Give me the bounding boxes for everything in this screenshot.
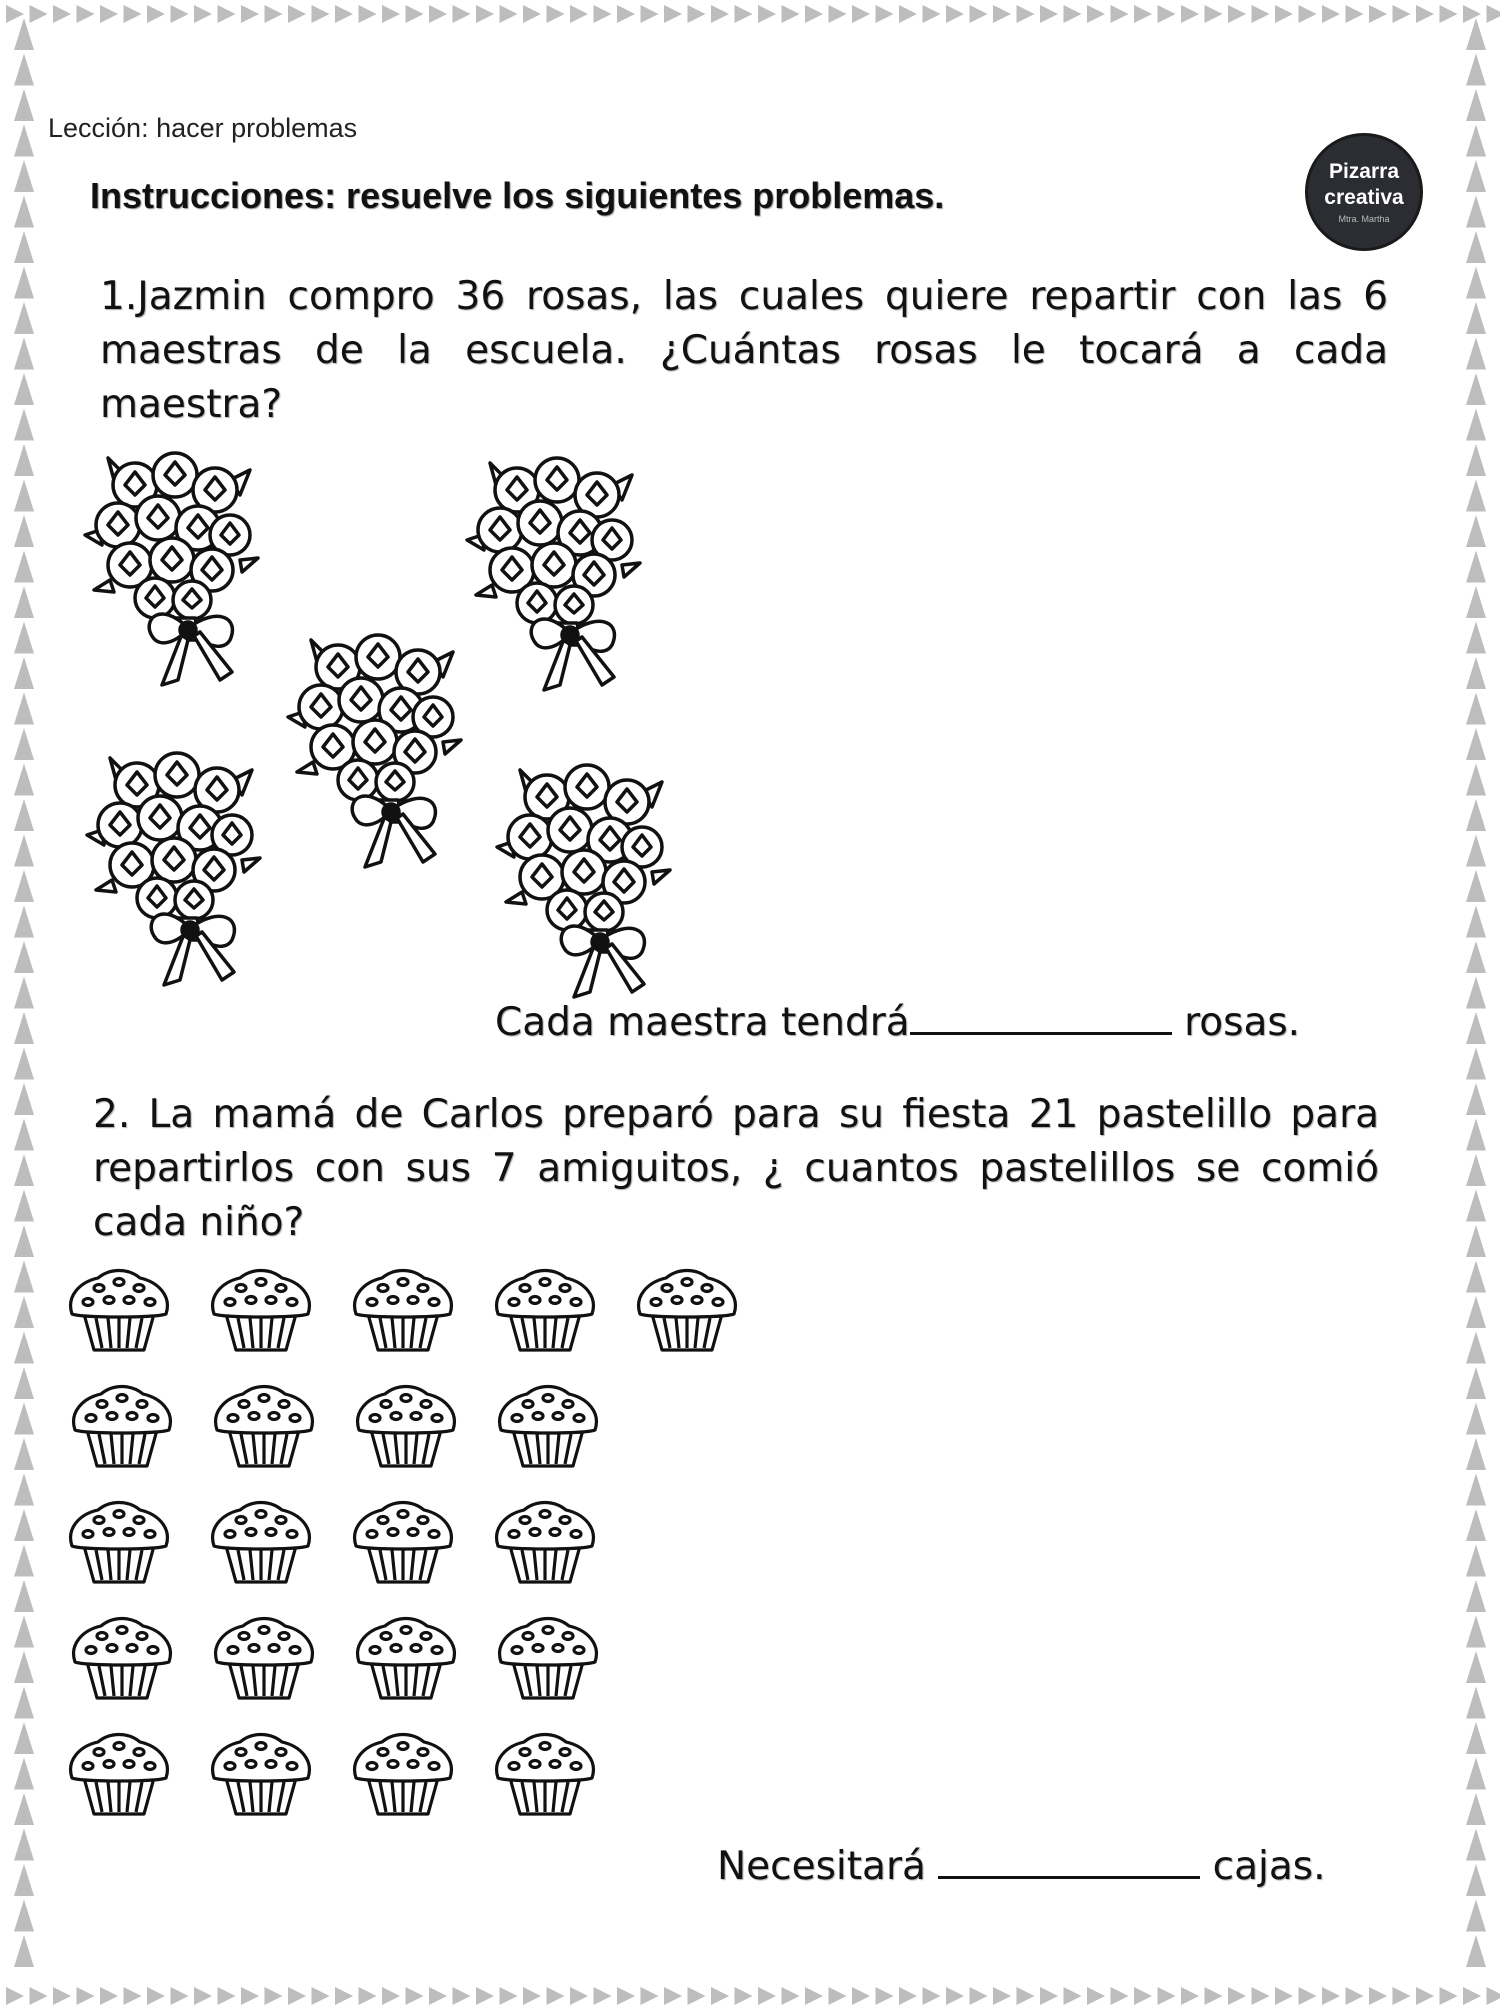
border-triangle	[1466, 267, 1486, 299]
border-triangle	[1466, 799, 1486, 831]
border-triangle	[147, 5, 165, 23]
border-triangle	[77, 1987, 95, 2005]
border-triangle	[1466, 1367, 1486, 1399]
border-triangle	[1466, 1651, 1486, 1683]
border-triangle	[1466, 1509, 1486, 1541]
border-triangle	[1466, 1438, 1486, 1470]
answer-1-blank[interactable]	[910, 996, 1172, 1035]
muffin-illustration	[350, 1268, 456, 1352]
border-triangle	[1275, 5, 1293, 23]
border-triangle	[876, 5, 894, 23]
border-triangle	[782, 1987, 800, 2005]
border-triangle	[335, 1987, 353, 2005]
rose-bouquet-illustration	[462, 445, 662, 695]
border-triangle	[1466, 480, 1486, 512]
border-triangle	[1158, 1987, 1176, 2005]
border-triangle	[14, 480, 34, 512]
border-triangle	[359, 5, 377, 23]
border-triangle	[1322, 1987, 1340, 2005]
border-triangle	[14, 941, 34, 973]
answer-1-prefix: Cada maestra tendrá	[495, 1000, 910, 1045]
border-triangle	[14, 1864, 34, 1896]
border-triangle	[1466, 586, 1486, 618]
border-triangle	[594, 5, 612, 23]
border-triangle	[14, 1403, 34, 1435]
border-triangle	[993, 5, 1011, 23]
border-triangle	[1466, 444, 1486, 476]
border-triangle	[1466, 1687, 1486, 1719]
border-triangle	[1299, 5, 1317, 23]
answer-2-prefix: Necesitará	[717, 1844, 939, 1889]
border-triangle	[14, 1154, 34, 1186]
border-triangle	[14, 267, 34, 299]
border-triangle	[1440, 1987, 1458, 2005]
border-triangle	[265, 1987, 283, 2005]
border-triangle	[547, 1987, 565, 2005]
border-triangle	[970, 5, 988, 23]
border-triangle	[1466, 89, 1486, 121]
border-triangle	[14, 1829, 34, 1861]
border-triangle	[1275, 1987, 1293, 2005]
border-triangle	[1017, 1987, 1035, 2005]
border-triangle	[923, 5, 941, 23]
border-triangle	[923, 1987, 941, 2005]
border-triangle	[1466, 1793, 1486, 1825]
border-triangle	[1040, 1987, 1058, 2005]
border-triangle	[6, 1987, 24, 2005]
border-triangle	[14, 1438, 34, 1470]
border-triangle	[1466, 1225, 1486, 1257]
border-triangle	[805, 5, 823, 23]
border-triangle	[1463, 1987, 1481, 2005]
border-triangle	[14, 1119, 34, 1151]
border-triangle	[1466, 728, 1486, 760]
border-triangle	[1252, 5, 1270, 23]
border-triangle	[946, 1987, 964, 2005]
border-triangle	[14, 728, 34, 760]
border-triangle	[1228, 5, 1246, 23]
border-triangle	[1466, 657, 1486, 689]
border-triangle	[1181, 1987, 1199, 2005]
border-triangle	[1466, 764, 1486, 796]
border-triangle	[406, 1987, 424, 2005]
border-triangle	[14, 1048, 34, 1080]
border-triangle	[14, 54, 34, 86]
border-triangle	[1487, 5, 1500, 23]
border-triangle	[382, 5, 400, 23]
border-triangle	[194, 5, 212, 23]
muffin-illustration	[66, 1500, 172, 1584]
border-triangle	[14, 1758, 34, 1790]
border-triangle	[335, 5, 353, 23]
border-triangle	[14, 1687, 34, 1719]
border-triangle	[429, 1987, 447, 2005]
border-triangle	[1466, 1935, 1486, 1967]
rose-bouquet-illustration	[82, 740, 282, 990]
border-triangle	[899, 1987, 917, 2005]
border-triangle	[523, 5, 541, 23]
border-triangle	[523, 1987, 541, 2005]
border-triangle	[617, 1987, 635, 2005]
border-triangle	[500, 5, 518, 23]
border-triangle	[1466, 1474, 1486, 1506]
lesson-title: Lección: hacer problemas	[48, 113, 358, 143]
border-triangle	[1228, 1987, 1246, 2005]
border-triangle	[30, 1987, 48, 2005]
border-triangle	[14, 799, 34, 831]
border-triangle	[1393, 1987, 1411, 2005]
border-triangle	[14, 1225, 34, 1257]
border-triangle	[1466, 515, 1486, 547]
border-triangle	[14, 1722, 34, 1754]
border-triangle	[14, 1793, 34, 1825]
answer-2-suffix: cajas.	[1200, 1844, 1326, 1889]
border-triangle	[1466, 125, 1486, 157]
border-triangle	[1087, 1987, 1105, 2005]
border-triangle	[14, 338, 34, 370]
muffin-illustration	[350, 1500, 456, 1584]
border-triangle	[1466, 870, 1486, 902]
border-triangle	[594, 1987, 612, 2005]
border-triangle	[1466, 1154, 1486, 1186]
border-triangle	[100, 1987, 118, 2005]
border-triangle	[1466, 1545, 1486, 1577]
border-triangle	[288, 1987, 306, 2005]
border-triangle	[476, 5, 494, 23]
border-triangle	[453, 1987, 471, 2005]
border-triangle	[14, 657, 34, 689]
border-triangle	[14, 515, 34, 547]
border-triangle	[1466, 1119, 1486, 1151]
border-triangle	[406, 5, 424, 23]
border-triangle	[1205, 5, 1223, 23]
border-triangle	[1466, 409, 1486, 441]
border-triangle	[617, 5, 635, 23]
border-triangle	[758, 1987, 776, 2005]
border-triangle	[14, 89, 34, 121]
border-triangle	[1466, 1332, 1486, 1364]
border-triangle	[664, 1987, 682, 2005]
border-triangle	[1466, 160, 1486, 192]
border-triangle	[218, 5, 236, 23]
pizarra-creativa-logo	[1305, 133, 1423, 251]
border-triangle	[1111, 1987, 1129, 2005]
border-triangle	[735, 5, 753, 23]
border-triangle	[1466, 622, 1486, 654]
border-triangle	[711, 1987, 729, 2005]
border-triangle	[1416, 5, 1434, 23]
muffin-illustration	[492, 1268, 598, 1352]
border-triangle	[14, 1651, 34, 1683]
border-triangle	[1346, 1987, 1364, 2005]
border-triangle	[1466, 196, 1486, 228]
border-triangle	[53, 5, 71, 23]
border-triangle	[100, 5, 118, 23]
muffin-illustration	[208, 1500, 314, 1584]
border-triangle	[547, 5, 565, 23]
border-triangle	[14, 160, 34, 192]
muffin-illustration	[492, 1500, 598, 1584]
muffin-illustration	[66, 1268, 172, 1352]
logo-signature: Mtra. Martha	[1338, 214, 1390, 224]
border-triangle	[1466, 1616, 1486, 1648]
border-triangle	[30, 5, 48, 23]
border-triangle	[171, 1987, 189, 2005]
border-triangle	[14, 1935, 34, 1967]
logo-line-2: creativa	[1324, 186, 1404, 209]
border-triangle	[1466, 1580, 1486, 1612]
border-triangle	[829, 1987, 847, 2005]
border-triangle	[1299, 1987, 1317, 2005]
border-triangle	[829, 5, 847, 23]
border-triangle	[1322, 5, 1340, 23]
border-triangle	[1466, 941, 1486, 973]
border-triangle	[1416, 1987, 1434, 2005]
border-triangle	[6, 5, 24, 23]
problem-1-text: 1.Jazmin compro 36 rosas, las cuales quiere repartir con las 6 maestras de la escuela. ¿Cuántas rosas le tocará a cada maestra?	[100, 274, 1388, 427]
border-triangle	[1466, 693, 1486, 725]
border-triangle	[218, 1987, 236, 2005]
border-triangle	[1134, 1987, 1152, 2005]
border-triangle	[14, 870, 34, 902]
muffin-illustration	[211, 1384, 317, 1468]
border-triangle	[1252, 1987, 1270, 2005]
border-triangle	[14, 1474, 34, 1506]
border-triangle	[758, 5, 776, 23]
border-triangle	[1463, 5, 1481, 23]
border-triangle	[1466, 1083, 1486, 1115]
border-triangle	[1466, 1864, 1486, 1896]
border-triangle	[899, 5, 917, 23]
border-triangle	[14, 125, 34, 157]
border-triangle	[429, 5, 447, 23]
muffin-illustration	[66, 1732, 172, 1816]
border-triangle	[14, 1083, 34, 1115]
border-triangle	[1466, 54, 1486, 86]
border-triangle	[147, 1987, 165, 2005]
muffin-illustration	[350, 1732, 456, 1816]
border-triangle	[688, 5, 706, 23]
border-triangle	[265, 5, 283, 23]
border-triangle	[1466, 1190, 1486, 1222]
border-triangle	[14, 1332, 34, 1364]
border-triangle	[14, 764, 34, 796]
border-triangle	[1205, 1987, 1223, 2005]
border-triangle	[194, 1987, 212, 2005]
border-triangle	[14, 1367, 34, 1399]
border-triangle	[241, 1987, 259, 2005]
border-triangle	[476, 1987, 494, 2005]
border-triangle	[359, 1987, 377, 2005]
border-triangle	[1440, 5, 1458, 23]
muffin-illustration	[208, 1268, 314, 1352]
border-triangle	[14, 1900, 34, 1932]
problem-2-text: 2. La mamá de Carlos preparó para su fiesta 21 pastelillo para repartirlos con sus 7 amiguitos, ¿ cuantos pastelillos se comió cada niño?	[93, 1092, 1379, 1245]
border-triangle	[1346, 5, 1364, 23]
border-triangle	[852, 5, 870, 23]
border-triangle	[1158, 5, 1176, 23]
border-triangle	[241, 5, 259, 23]
border-triangle	[1466, 1012, 1486, 1044]
border-triangle	[1466, 231, 1486, 263]
border-triangle	[312, 5, 330, 23]
border-triangle	[1466, 1829, 1486, 1861]
muffin-illustration	[634, 1268, 740, 1352]
border-triangle	[14, 231, 34, 263]
border-triangle	[664, 5, 682, 23]
border-triangle	[970, 1987, 988, 2005]
border-triangle	[1466, 373, 1486, 405]
muffin-illustration	[353, 1384, 459, 1468]
border-triangle	[805, 1987, 823, 2005]
border-triangle	[852, 1987, 870, 2005]
border-triangle	[711, 5, 729, 23]
border-triangle	[14, 373, 34, 405]
rose-bouquet-illustration	[492, 752, 692, 1002]
logo-line-1: Pizarra	[1328, 160, 1400, 183]
muffin-illustration	[353, 1616, 459, 1700]
border-triangle	[382, 1987, 400, 2005]
border-triangle	[288, 5, 306, 23]
border-triangle	[1040, 5, 1058, 23]
border-triangle	[1087, 5, 1105, 23]
border-triangle	[1466, 977, 1486, 1009]
border-triangle	[14, 1261, 34, 1293]
border-triangle	[14, 196, 34, 228]
border-triangle	[1466, 338, 1486, 370]
muffin-illustration	[495, 1616, 601, 1700]
muffin-illustration	[208, 1732, 314, 1816]
border-triangle	[171, 5, 189, 23]
border-triangle	[14, 551, 34, 583]
border-triangle	[1393, 5, 1411, 23]
border-triangle	[1111, 5, 1129, 23]
border-triangle	[14, 1296, 34, 1328]
border-triangle	[993, 1987, 1011, 2005]
border-triangle	[14, 444, 34, 476]
border-triangle	[14, 586, 34, 618]
border-triangle	[570, 5, 588, 23]
border-triangle	[53, 1987, 71, 2005]
border-triangle	[14, 906, 34, 938]
border-triangle	[1466, 551, 1486, 583]
border-triangle	[14, 835, 34, 867]
border-triangle	[1466, 1758, 1486, 1790]
border-triangle	[1064, 1987, 1082, 2005]
problem-2-answer-line	[717, 1840, 1325, 1889]
border-triangle	[14, 1012, 34, 1044]
border-triangle	[946, 5, 964, 23]
muffin-illustration	[492, 1732, 598, 1816]
border-triangle	[312, 1987, 330, 2005]
border-triangle	[1181, 5, 1199, 23]
border-triangle	[570, 1987, 588, 2005]
border-triangle	[1466, 1900, 1486, 1932]
border-triangle	[1369, 5, 1387, 23]
border-triangle	[14, 977, 34, 1009]
border-triangle	[641, 5, 659, 23]
answer-2-blank[interactable]	[938, 1840, 1200, 1879]
muffin-illustration	[495, 1384, 601, 1468]
border-triangle	[14, 1509, 34, 1541]
border-triangle	[14, 1616, 34, 1648]
answer-1-suffix: rosas.	[1171, 1000, 1301, 1045]
border-triangle	[1466, 1722, 1486, 1754]
border-triangle	[14, 18, 34, 50]
border-triangle	[14, 1580, 34, 1612]
border-triangle	[14, 622, 34, 654]
border-triangle	[1369, 1987, 1387, 2005]
border-triangle	[453, 5, 471, 23]
instructions-heading: Instrucciones: resuelve los siguientes problemas.	[90, 175, 945, 216]
border-triangle	[641, 1987, 659, 2005]
border-triangle	[14, 1545, 34, 1577]
border-triangle	[1466, 1403, 1486, 1435]
border-triangle	[1466, 906, 1486, 938]
border-triangle	[1064, 5, 1082, 23]
border-triangle	[876, 1987, 894, 2005]
border-triangle	[1466, 835, 1486, 867]
border-triangle	[14, 1190, 34, 1222]
problem-1-answer-line	[495, 996, 1300, 1045]
muffin-illustration	[69, 1384, 175, 1468]
border-triangle	[1134, 5, 1152, 23]
rose-bouquet-illustration	[80, 440, 280, 690]
border-triangle	[1466, 302, 1486, 334]
border-triangle	[77, 5, 95, 23]
border-triangle	[782, 5, 800, 23]
border-triangle	[14, 409, 34, 441]
rose-bouquet-illustration	[283, 622, 483, 872]
border-triangle	[1466, 1261, 1486, 1293]
border-triangle	[1466, 18, 1486, 50]
muffin-illustration	[69, 1616, 175, 1700]
border-triangle	[14, 302, 34, 334]
muffin-illustration	[211, 1616, 317, 1700]
border-triangle	[500, 1987, 518, 2005]
border-triangle	[1487, 1987, 1500, 2005]
border-triangle	[1466, 1048, 1486, 1080]
border-triangle	[1466, 1296, 1486, 1328]
border-triangle	[14, 693, 34, 725]
border-triangle	[688, 1987, 706, 2005]
border-triangle	[735, 1987, 753, 2005]
border-triangle	[1017, 5, 1035, 23]
border-triangle	[124, 1987, 142, 2005]
border-triangle	[124, 5, 142, 23]
